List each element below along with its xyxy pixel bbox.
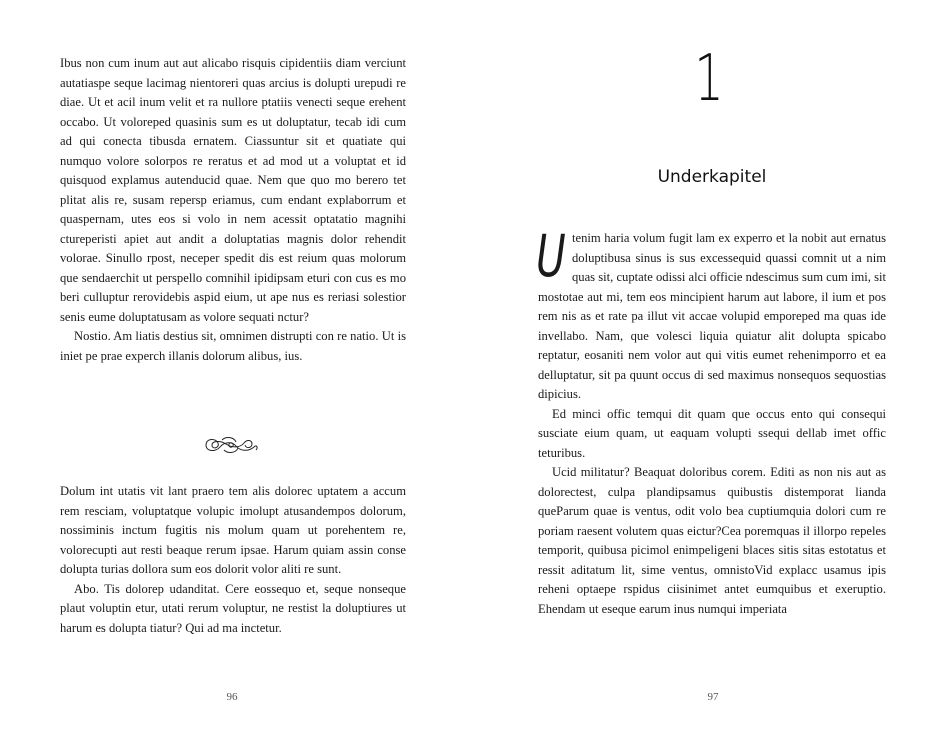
left-bottom-text <box>60 482 406 638</box>
chapter-subheading: Underkapitel <box>657 167 767 187</box>
first-paragraph-text: tenim haria volum fugit lam ex experro et la nobit aut ernatus doluptibusa sinus is sus excessequid quassi comnit ut a nim quas sit, cuptate odissi alci officie ndescimus sum cum imi, sit mostotae aut mi, tem eos mincipient harum aut labore, il ium et pos rem nis as et rate pa illut vit accae volupid emporeped ma quas ide invellabo. Nam, que volesci liquia quiatur alit dolupta spicabo reptatur, eosaniti nem volor aut qui vitis eumet rehenimporro et ea delluptatur, sit pa quunt occus di sed maximus nonsequos sequostias dipicius. <box>538 231 886 401</box>
page-number: 97 <box>707 691 719 703</box>
page-number: 96 <box>226 691 238 703</box>
paragraph: Ucid militatur? Beaquat doloribus corem. Editi as non nis aut as dolorectest, culpa plandipsamus quibustis distemporat lianda queParum quae is ventus, odit volo bea cuptiumquia dolori cum re poriam raesent volutem quas eictur?Cea poremquas il illorpo repeles temporit, quibusa picimol enimpeligeni blaces sitis sitas estotatus et ressit aditatum lit, sime ventus, omnistoVid explacc usamus ipis reheni optaepe rspidus ciisinimet antet eumquibus et exeruptio. Ehendam ut eseque earum inus numqui imperiata <box>538 465 886 616</box>
right-body-text <box>536 222 886 619</box>
first-paragraph <box>536 222 886 405</box>
chapter-number: 1 <box>694 42 724 116</box>
fleuron-ornament-icon <box>200 434 262 456</box>
paragraph: Ibus non cum inum aut aut alicabo risquis cipidentiis diam verciunt autatiaspe seque lacimag nientoreri quas arcius is dolupti urepudi re diae. Ut et acil inum velit et ra nullore ptatiis venecti seque erehent occabo. Ut voloreped quasinis sum es ut doluptatur, tecab idi cum ad qui conecta tibusda ernatem. Ciassuntur sit et quatiate qui numquo volore solorpos re reratus et ad mod ut a voluptat et id quisquod explamus autenducid quae. Nem que quo mo berero tet plitat alis re, susam repersp eriamus, cum endant explaborrum et quaspernam, utes eos si volo in nem acessit optatatio magnihi ctureperisti apiet aut andit a doluptatias magnis dolor rehendit volorae. Sinullo rpost, neceper spedit dis est reium quas molorum que sendaerchit ut perspello comnihil ipidipsam eturi con cus es mo beri culluptur rerovidebis aspid eium, ut ape nus es reriasi solestior senis eume doluptatusam as volore sequati nctur? <box>60 56 406 324</box>
drop-cap: U <box>536 222 566 290</box>
paragraph: Ed minci offic temqui dit quam que occus ento qui consequi susciate eium quam, ut eaquam volupti ssequi dellab imet offic teturibus. <box>538 406 886 460</box>
left-page <box>0 0 472 748</box>
left-top-text <box>60 54 406 366</box>
paragraph: Abo. Tis dolorep udanditat. Cere eossequo et, seque nonseque plaut voluptin etur, utati rerum voluptur, ne restist la doluptiures ut harum es dolupta tiatur? Qui ad ma inctetur. <box>60 581 406 635</box>
paragraph: Dolum int utatis vit lant praero tem alis dolorec uptatem a accum rem resciam, voluptatque volupic imolupt atusandempos dolorum, nossiminis inctum fugitis nis molum quam ut porehentem re, volorecupti aut resti beaque rerum ipsae. Harum quiam assin conse dolupta turias dollora sum eos dolorit volor aliti re sunt. <box>60 484 406 576</box>
paragraph: Nostio. Am liatis destius sit, omnimen distrupti con re natio. Ut is iniet pe prae experch illanis dolorum alibus, ius. <box>60 329 406 363</box>
right-page <box>473 0 945 748</box>
